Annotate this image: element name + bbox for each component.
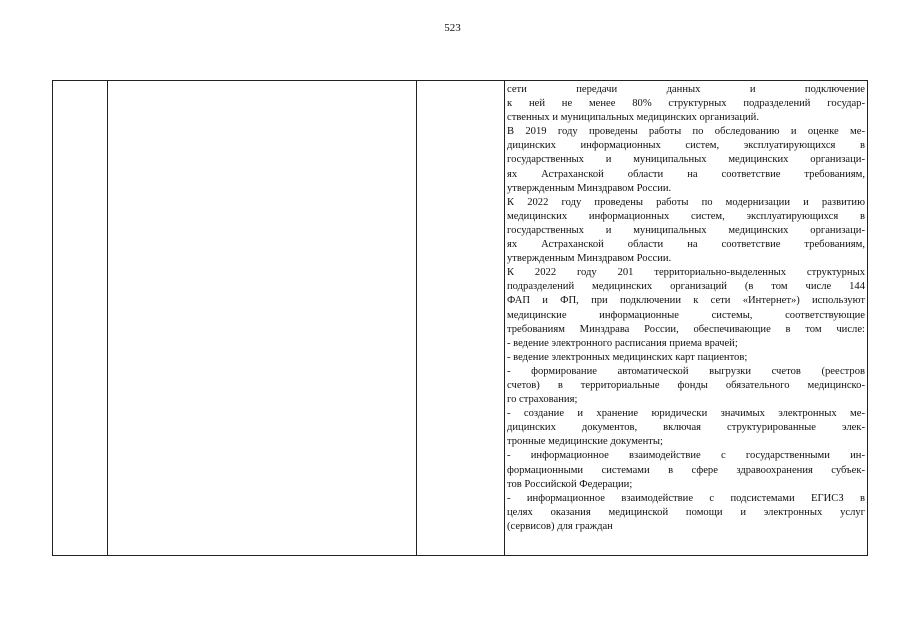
column-divider-2 [416,81,417,555]
text-line: счетов) в территориальные фонды обязательного медицинско- [507,379,865,391]
text-line: формационными системами в сфере здравоохранения субъек- [507,464,865,476]
text-line: ях Астраханской области на соответствие требованиям, [507,239,865,251]
text-line: государственных и муниципальных медицинских организаци- [507,154,865,166]
text-line: К 2022 году 201 территориально-выделенных структурных [507,267,865,279]
text-line: (сервисов) для граждан [507,520,613,532]
table-cell-description [507,83,865,534]
text-line: - ведение электронного расписания приема врачей; [507,337,738,349]
text-line: В 2019 году проведены работы по обследованию и оценке ме- [507,126,865,138]
text-line: требованиям Минздрава России, обеспечивающие в том числе: [507,323,865,335]
text-line: тронные медицинские документы; [507,436,663,448]
text-line: го страхования; [507,394,578,406]
text-line: к ней не менее 80% структурных подразделений государ- [507,98,865,110]
document-table [52,80,868,556]
text-line: утвержденным Минздравом России. [507,182,672,194]
text-line: дицинских информационных систем, эксплуатирующихся в [507,140,865,152]
text-line: - информационное взаимодействие с государственными ин- [507,450,865,462]
text-line: - формирование автоматической выгрузки счетов (реестров [507,365,865,377]
text-line: дицинских документов, включая структурированные элек- [507,422,865,434]
text-line: государственных и муниципальных медицинских организаци- [507,224,865,236]
page-number: 523 [444,22,461,34]
column-divider-3 [504,81,505,555]
text-line: ственных и муниципальных медицинских организаций. [507,112,760,124]
text-line: - ведение электронных медицинских карт пациентов; [507,351,748,363]
text-line: ях Астраханской области на соответствие требованиям, [507,168,865,180]
text-line: подразделений медицинских организаций (в том числе 144 [507,281,865,293]
text-line: - создание и хранение юридически значимых электронных ме- [507,408,865,420]
text-line: сети передачи данных и подключение [507,84,865,95]
text-line: утвержденным Минздравом России. [507,253,672,265]
text-line: целях оказания медицинской помощи и электронных услуг [507,506,865,518]
column-divider-1 [107,81,108,555]
text-line: медицинских информационных систем, эксплуатирующихся в [507,210,865,222]
text-line: тов Российской Федерации; [507,478,633,490]
text-line: К 2022 году проведены работы по модернизации и развитию [507,196,865,208]
text-line: - информационное взаимодействие с подсистемами ЕГИСЗ в [507,492,865,504]
text-line: ФАП и ФП, при подключении к сети «Интернет») используют [507,295,865,307]
text-line: медицинские информационные системы, соответствующие [507,309,865,321]
